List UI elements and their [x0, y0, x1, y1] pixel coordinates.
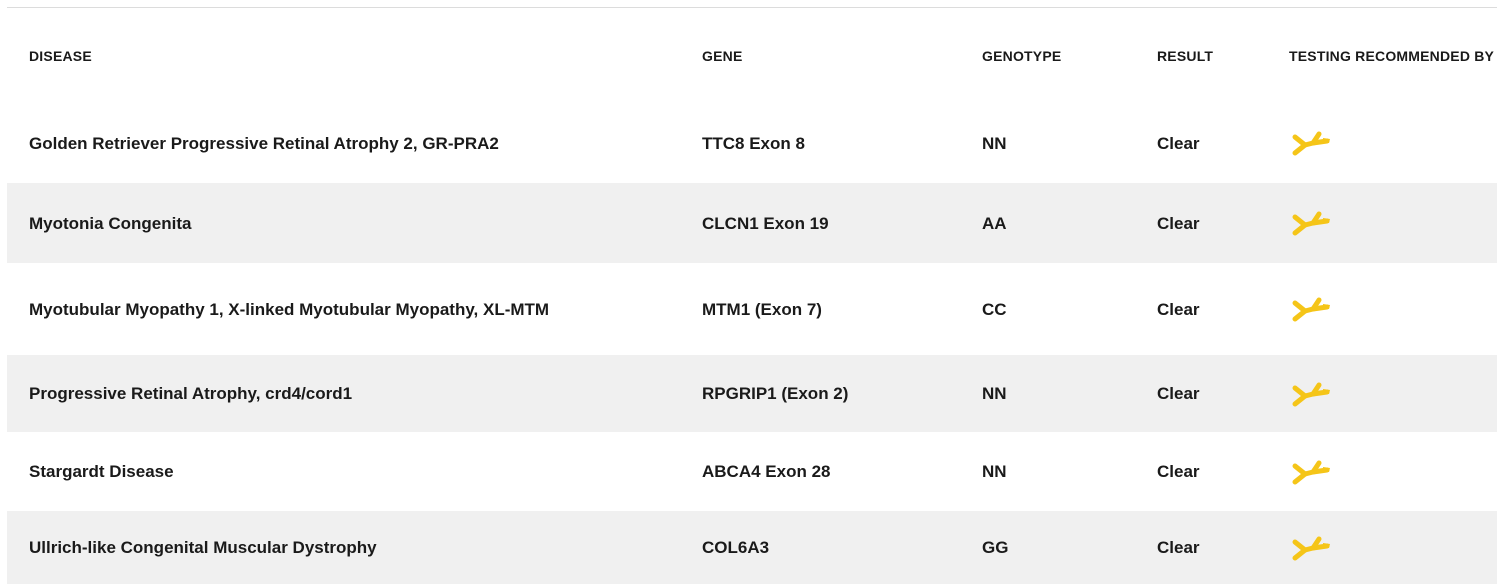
breed-logo-icon: [1289, 294, 1333, 324]
table-row: [7, 511, 1497, 584]
recommended-cell: [1289, 263, 1497, 355]
disease-cell: Golden Retriever Progressive Retinal Atrophy 2, GR-PRA2: [29, 133, 499, 153]
header-disease: DISEASE: [29, 47, 92, 64]
header-testing-recommended-by: TESTING RECOMMENDED BY: [1289, 47, 1495, 64]
genotype-cell: NN: [982, 462, 1007, 481]
result-cell: Clear: [1157, 299, 1200, 319]
result-cell: Clear: [1157, 462, 1200, 481]
gene-cell: ABCA4 Exon 28: [702, 462, 831, 481]
genotype-cell: CC: [982, 299, 1007, 319]
header-result: RESULT: [1157, 47, 1214, 64]
gene-cell: TTC8 Exon 8: [702, 133, 805, 153]
recommended-cell: [1289, 432, 1497, 511]
header-row: [7, 8, 1497, 103]
result-cell: Clear: [1157, 133, 1200, 153]
breed-logo-icon: [1289, 457, 1333, 487]
genotype-cell: NN: [982, 355, 1157, 432]
table-row: [7, 263, 1497, 355]
genetic-results-table: [7, 8, 1497, 584]
result-cell: Clear: [1157, 355, 1289, 432]
breed-logo-icon: [1289, 128, 1333, 158]
disease-cell: Stargardt Disease: [29, 462, 174, 481]
genetic-results-table-container: [7, 7, 1497, 584]
breed-logo-icon: [1289, 208, 1333, 238]
recommended-cell: [1289, 511, 1497, 584]
header-genotype: GENOTYPE: [982, 47, 1062, 64]
recommended-cell: [1289, 103, 1497, 183]
table-row: [7, 355, 1497, 432]
gene-cell: CLCN1 Exon 19: [702, 183, 982, 263]
recommended-cell: [1289, 355, 1497, 432]
recommended-cell: [1289, 183, 1497, 263]
table-body: [7, 103, 1497, 584]
result-cell: Clear: [1157, 511, 1289, 584]
disease-cell: Ullrich-like Congenital Muscular Dystrophy: [7, 511, 702, 584]
table-header: [7, 8, 1497, 103]
gene-cell: MTM1 (Exon 7): [702, 299, 822, 319]
gene-cell: RPGRIP1 (Exon 2): [702, 355, 982, 432]
result-cell: Clear: [1157, 183, 1289, 263]
genotype-cell: NN: [982, 133, 1007, 153]
disease-cell: Myotonia Congenita: [7, 183, 702, 263]
table-row: [7, 183, 1497, 263]
disease-cell: Myotubular Myopathy 1, X-linked Myotubular Myopathy, XL-MTM: [29, 299, 550, 319]
genotype-cell: AA: [982, 183, 1157, 263]
table-row: [7, 432, 1497, 511]
breed-logo-icon: [1289, 533, 1333, 563]
breed-logo-icon: [1289, 379, 1333, 409]
header-gene: GENE: [702, 47, 743, 64]
gene-cell: COL6A3: [702, 511, 982, 584]
table-row: [7, 103, 1497, 183]
genotype-cell: GG: [982, 511, 1157, 584]
disease-cell: Progressive Retinal Atrophy, crd4/cord1: [7, 355, 702, 432]
